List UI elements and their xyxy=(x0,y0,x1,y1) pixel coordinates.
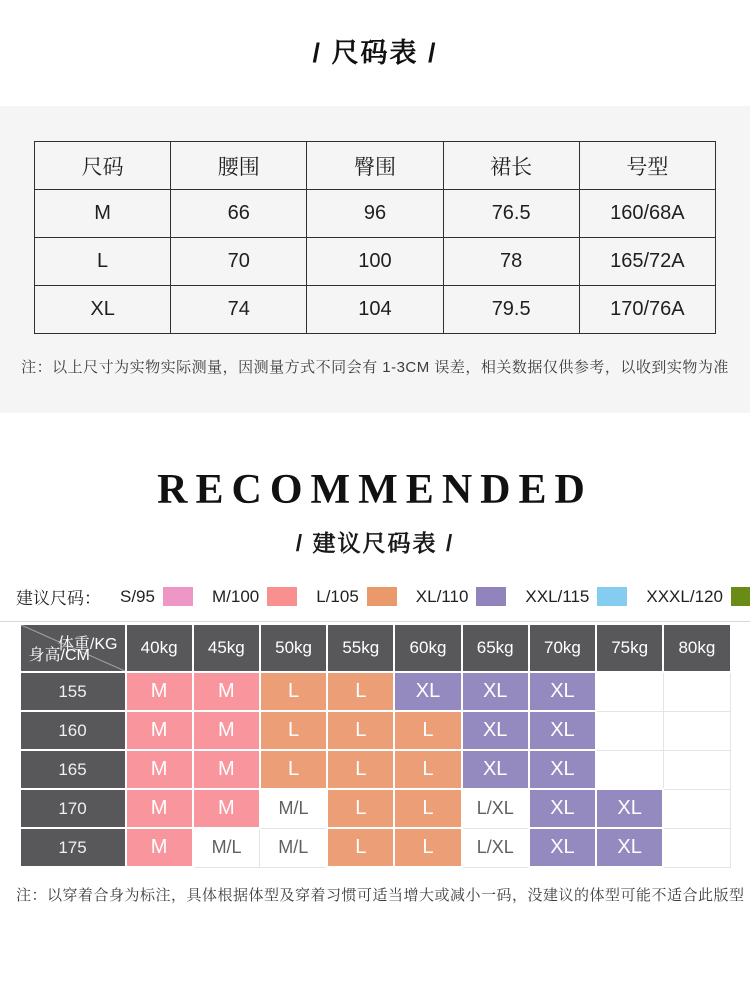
matrix-cell: XL xyxy=(462,711,529,750)
matrix-cell: M xyxy=(193,750,260,789)
recommend-note: 注：以穿着合身为标注，具体根据体型及穿着习惯可适当增大或减小一码，没建议的体型可能不适合此版型 xyxy=(16,887,745,905)
matrix-cell: L xyxy=(394,828,461,867)
size-table xyxy=(34,141,716,334)
matrix-weight-header: 45kg xyxy=(193,624,260,672)
matrix-row xyxy=(20,750,731,789)
matrix-cell: L xyxy=(327,750,394,789)
size-table-header-cell: 腰围 xyxy=(171,142,307,190)
size-table-cell: M xyxy=(35,190,171,238)
size-table-title: / 尺码表 / xyxy=(312,38,438,68)
size-table-row xyxy=(35,286,716,334)
legend-item xyxy=(120,587,193,607)
matrix-cell xyxy=(663,750,730,789)
size-table-cell: 165/72A xyxy=(579,238,715,286)
matrix-cell: M xyxy=(193,711,260,750)
matrix-cell xyxy=(596,711,663,750)
legend-item-label: XXXL/120 xyxy=(646,586,723,606)
recommended-title-cn: / 建议尺码表 / xyxy=(295,530,455,557)
size-table-cell: 79.5 xyxy=(443,286,579,334)
matrix-weight-header: 65kg xyxy=(462,624,529,672)
matrix-weight-header: 60kg xyxy=(394,624,461,672)
matrix-cell: L xyxy=(394,750,461,789)
matrix-cell xyxy=(663,789,730,828)
size-table-cell: 96 xyxy=(307,190,443,238)
matrix-height-header: 170 xyxy=(20,789,126,828)
matrix-cell: M xyxy=(193,789,260,828)
size-table-band xyxy=(0,106,750,413)
size-table-row xyxy=(35,190,716,238)
recommended-title-en: RECOMMENDED xyxy=(157,467,593,513)
size-table-header-cell: 尺码 xyxy=(35,142,171,190)
matrix-cell: M/L xyxy=(260,789,327,828)
matrix-cell: XL xyxy=(596,789,663,828)
matrix-cell xyxy=(663,711,730,750)
matrix-height-header: 155 xyxy=(20,672,126,711)
matrix-cell: L xyxy=(394,789,461,828)
matrix-cell: L xyxy=(327,828,394,867)
size-table-cell: 104 xyxy=(307,286,443,334)
matrix-height-header: 160 xyxy=(20,711,126,750)
matrix-cell: XL xyxy=(529,828,596,867)
legend-color-swatch xyxy=(476,587,506,606)
matrix-cell: XL xyxy=(529,672,596,711)
matrix-height-header: 165 xyxy=(20,750,126,789)
matrix-header-row xyxy=(20,624,731,672)
legend-item-label: S/95 xyxy=(120,586,155,606)
matrix-cell: M/L xyxy=(193,828,260,867)
matrix-cell: XL xyxy=(529,789,596,828)
matrix-height-header: 175 xyxy=(20,828,126,867)
legend-item-label: M/100 xyxy=(211,586,260,606)
legend-label: 建议尺码： xyxy=(16,589,101,609)
matrix-cell xyxy=(663,672,730,711)
legend-item xyxy=(646,587,750,607)
size-table-cell: 100 xyxy=(307,238,443,286)
corner-height-label: 身高/CM xyxy=(28,647,90,665)
legend-item-label: L/105 xyxy=(316,586,359,606)
size-table-cell: L xyxy=(35,238,171,286)
recommend-matrix-table xyxy=(19,623,732,868)
matrix-cell: XL xyxy=(462,750,529,789)
matrix-cell xyxy=(596,750,663,789)
size-table-cell: 78 xyxy=(443,238,579,286)
matrix-cell: XL xyxy=(596,828,663,867)
size-legend xyxy=(16,584,750,609)
size-table-cell: 76.5 xyxy=(443,190,579,238)
legend-color-swatch xyxy=(597,587,627,606)
matrix-weight-header: 55kg xyxy=(327,624,394,672)
size-table-cell: 66 xyxy=(171,190,307,238)
matrix-weight-header: 70kg xyxy=(529,624,596,672)
size-table-header-cell: 裙长 xyxy=(443,142,579,190)
size-table-cell: 70 xyxy=(171,238,307,286)
matrix-cell: L xyxy=(327,672,394,711)
legend-color-swatch xyxy=(267,587,297,606)
matrix-cell: L xyxy=(260,711,327,750)
size-table-cell: 74 xyxy=(171,286,307,334)
legend-item-label: XL/110 xyxy=(415,586,469,606)
matrix-cell: L/XL xyxy=(462,828,529,867)
matrix-cell: M xyxy=(126,711,193,750)
matrix-cell: M xyxy=(126,672,193,711)
matrix-row xyxy=(20,828,731,867)
size-table-note: 注：以上尺寸为实物实际测量，因测量方式不同会有 1-3CM 误差，相关数据仅供参考，以收到实物为准 xyxy=(21,359,729,376)
matrix-weight-header: 75kg xyxy=(596,624,663,672)
size-table-header-cell: 臀围 xyxy=(307,142,443,190)
recommend-matrix-wrap xyxy=(0,621,750,868)
size-table-row xyxy=(35,238,716,286)
matrix-cell: M/L xyxy=(260,828,327,867)
size-table-header-cell: 号型 xyxy=(579,142,715,190)
matrix-cell xyxy=(596,672,663,711)
legend-item xyxy=(416,587,507,607)
legend-item xyxy=(316,587,397,607)
matrix-cell: L/XL xyxy=(462,789,529,828)
matrix-weight-header: 40kg xyxy=(126,624,193,672)
matrix-cell: XL xyxy=(529,711,596,750)
matrix-cell: M xyxy=(126,828,193,867)
matrix-row xyxy=(20,711,731,750)
matrix-corner-cell xyxy=(20,624,126,672)
legend-color-swatch xyxy=(163,587,193,606)
matrix-weight-header: 50kg xyxy=(260,624,327,672)
size-table-cell: 170/76A xyxy=(579,286,715,334)
legend-color-swatch xyxy=(367,587,397,606)
matrix-cell: XL xyxy=(462,672,529,711)
legend-item-label: XXL/115 xyxy=(525,586,590,606)
legend-item xyxy=(525,587,627,607)
matrix-cell: M xyxy=(126,750,193,789)
matrix-cell xyxy=(663,828,730,867)
legend-item xyxy=(212,587,297,607)
matrix-cell: XL xyxy=(394,672,461,711)
matrix-cell: L xyxy=(327,789,394,828)
matrix-weight-header: 80kg xyxy=(663,624,730,672)
matrix-cell: L xyxy=(394,711,461,750)
matrix-cell: XL xyxy=(529,750,596,789)
corner-weight-label: 体重/KG xyxy=(57,636,118,654)
matrix-row xyxy=(20,672,731,711)
matrix-row xyxy=(20,789,731,828)
matrix-cell: M xyxy=(126,789,193,828)
matrix-cell: L xyxy=(260,750,327,789)
matrix-cell: L xyxy=(260,672,327,711)
matrix-cell: M xyxy=(193,672,260,711)
legend-color-swatch xyxy=(731,587,750,606)
size-table-cell: XL xyxy=(35,286,171,334)
size-table-cell: 160/68A xyxy=(579,190,715,238)
matrix-cell: L xyxy=(327,711,394,750)
size-table-header-row xyxy=(35,142,716,190)
